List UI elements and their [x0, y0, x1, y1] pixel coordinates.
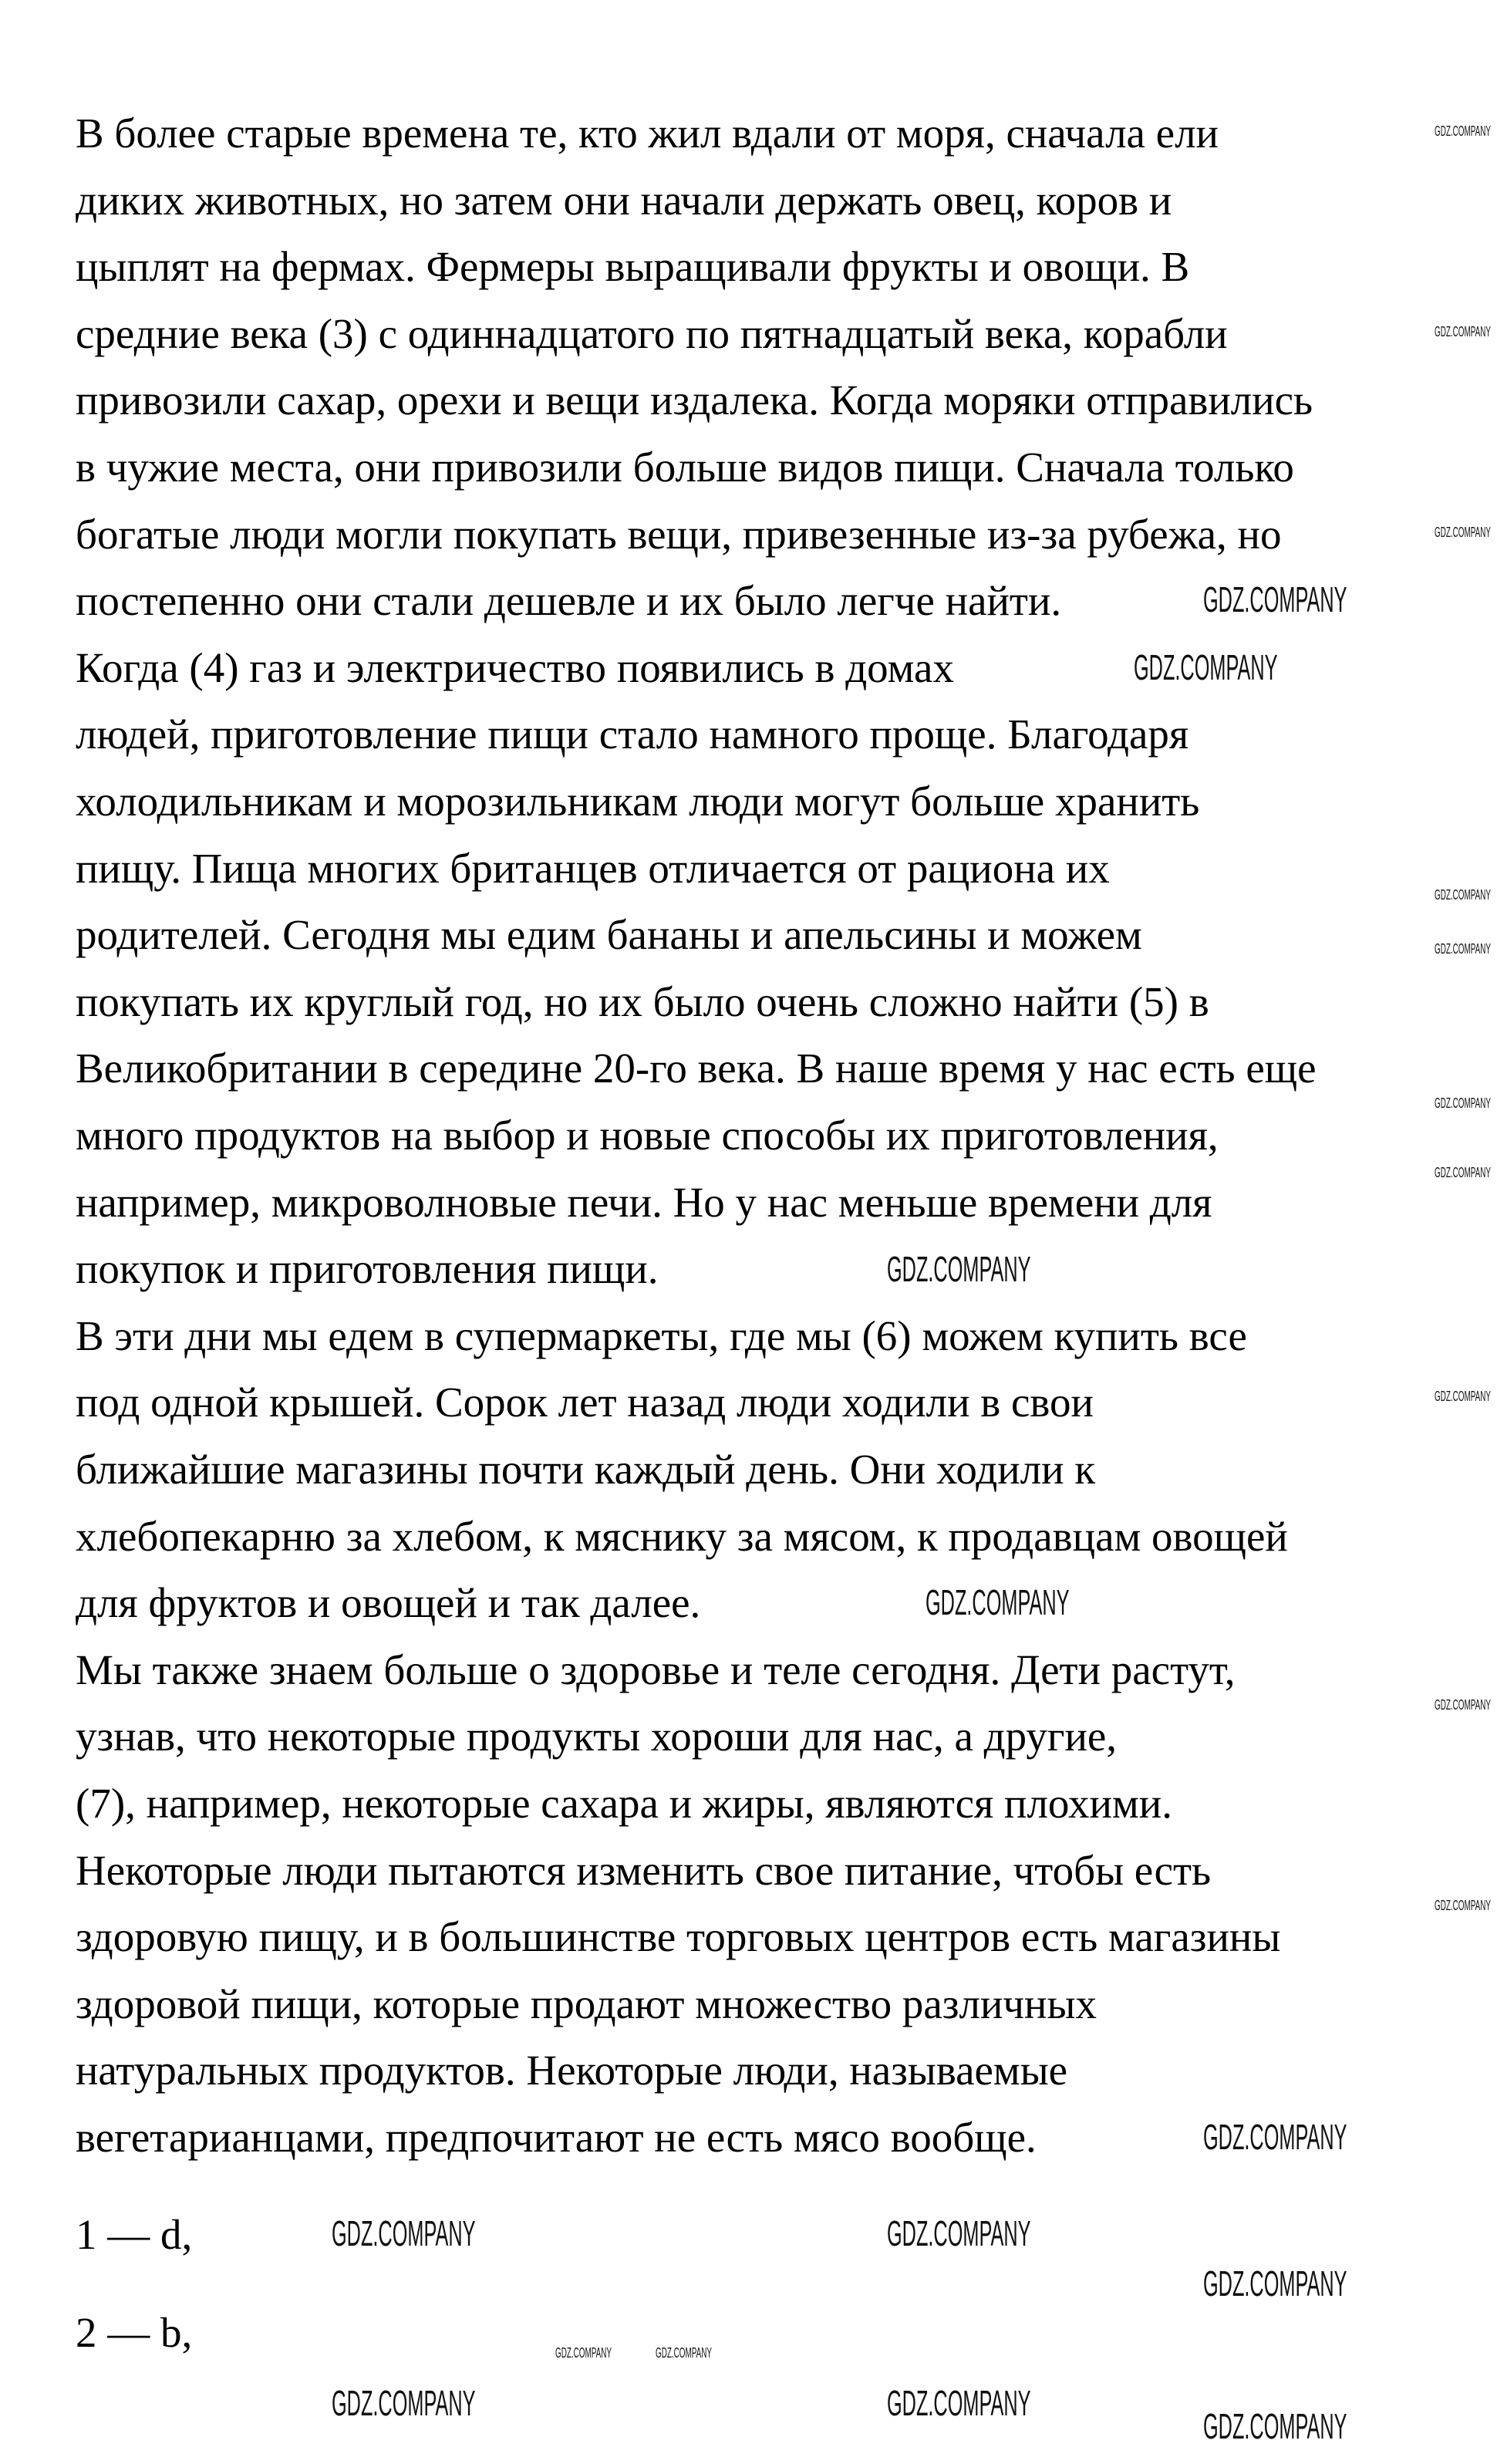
watermark: GDZ.COMPANY [1435, 1095, 1491, 1111]
text-line: здоровой пищи, которые продают множество различных [76, 1980, 1097, 2027]
text-line: много продуктов на выбор и новые способы их приготовления, [76, 1112, 1219, 1159]
watermark: GDZ.COMPANY [1435, 887, 1491, 903]
text-line: покупок и приготовления пищи. [76, 1245, 659, 1293]
watermark: GDZ.COMPANY [332, 2383, 476, 2423]
watermark: GDZ.COMPANY [1435, 1389, 1491, 1404]
text-line: натуральных продуктов. Некоторые люди, называемые [76, 2047, 1068, 2094]
text-line: Когда (4) газ и электричество появились в домах [76, 643, 954, 691]
text-line: В эти дни мы едем в супермаркеты, где мы (6) можем купить все [76, 1311, 1247, 1359]
watermark: GDZ.COMPANY [555, 2345, 612, 2361]
text-line: холодильникам и морозильникам люди могут больше хранить [76, 778, 1200, 825]
text-line: узнав, что некоторые продукты хороши для нас, а другие, [76, 1713, 1118, 1760]
text-line: для фруктов и овощей и так далее. [76, 1579, 701, 1627]
watermark: GDZ.COMPANY [1435, 123, 1491, 139]
text-line: Великобритании в середине 20-го века. В наше время у нас есть еще [76, 1045, 1317, 1092]
text-line: цыплят на фермах. Фермеры выращивали фрукты и овощи. В [76, 243, 1190, 291]
watermark: GDZ.COMPANY [1435, 941, 1491, 957]
watermark: GDZ.COMPANY [332, 2213, 476, 2253]
text-line: например, микроволновые печи. Но у нас меньше времени для [76, 1178, 1212, 1226]
answer-line: 2 — b, [76, 2309, 193, 2356]
watermark: GDZ.COMPANY [1435, 1165, 1491, 1180]
text-line: диких животных, но затем они начали держать овец, коров и [76, 176, 1172, 224]
watermark: GDZ.COMPANY [887, 1249, 1031, 1289]
watermark: GDZ.COMPANY [887, 2383, 1031, 2423]
watermark: GDZ.COMPANY [1203, 579, 1347, 619]
text-line: покупать их круглый год, но их было очень сложно найти (5) в [76, 977, 1209, 1025]
text-line: вегетарианцами, предпочитают не есть мясо вообще. [76, 2114, 1037, 2161]
text-line: Мы также знаем больше о здоровье и теле сегодня. Дети растут, [76, 1645, 1236, 1693]
text-line: родителей. Сегодня мы едим бананы и апельсины и можем [76, 911, 1142, 959]
text-line: средние века (3) с одиннадцатого по пятнадцатый века, корабли [76, 309, 1228, 357]
watermark: GDZ.COMPANY [1435, 324, 1491, 339]
text-line: здоровую пищу, и в большинстве торговых центров есть магазины [76, 1913, 1281, 1961]
text-line: пищу. Пища многих британцев отличается от рациона их [76, 844, 1110, 892]
answer-line: 1 — d, [76, 2211, 193, 2258]
watermark: GDZ.COMPANY [1435, 1697, 1491, 1713]
watermark: GDZ.COMPANY [926, 1582, 1070, 1622]
text-line: (7), например, некоторые сахара и жиры, являются плохими. [76, 1780, 1172, 1827]
watermark: GDZ.COMPANY [1435, 525, 1491, 540]
text-line: под одной крышей. Сорок лет назад люди ходили в свои [76, 1379, 1094, 1426]
text-line: Некоторые люди пытаются изменить свое питание, чтобы есть [76, 1846, 1212, 1894]
text-line: привозили сахар, орехи и вещи издалека. Когда моряки отправились [76, 376, 1313, 424]
text-line: богатые люди могли покупать вещи, привезенные из-за рубежа, но [76, 510, 1282, 558]
watermark: GDZ.COMPANY [1203, 2117, 1347, 2157]
text-line: В более старые времена те, кто жил вдали от моря, сначала ели [76, 110, 1219, 157]
text-line: постепенно они стали дешевле и их было легче найти. [76, 577, 1062, 625]
watermark: GDZ.COMPANY [1435, 1898, 1491, 1913]
watermark: GDZ.COMPANY [1203, 2263, 1347, 2304]
watermark: GDZ.COMPANY [656, 2345, 712, 2361]
watermark: GDZ.COMPANY [887, 2213, 1031, 2253]
watermark: GDZ.COMPANY [1203, 2406, 1347, 2446]
text-line: ближайшие магазины почти каждый день. Они ходили к [76, 1446, 1096, 1493]
text-line: хлебопекарню за хлебом, к мяснику за мясом, к продавцам овощей [76, 1512, 1288, 1560]
text-line: в чужие места, они привозили больше видов пищи. Сначала только [76, 444, 1294, 491]
text-line: людей, приготовление пищи стало намного проще. Благодаря [76, 711, 1189, 758]
watermark: GDZ.COMPANY [1134, 647, 1278, 687]
